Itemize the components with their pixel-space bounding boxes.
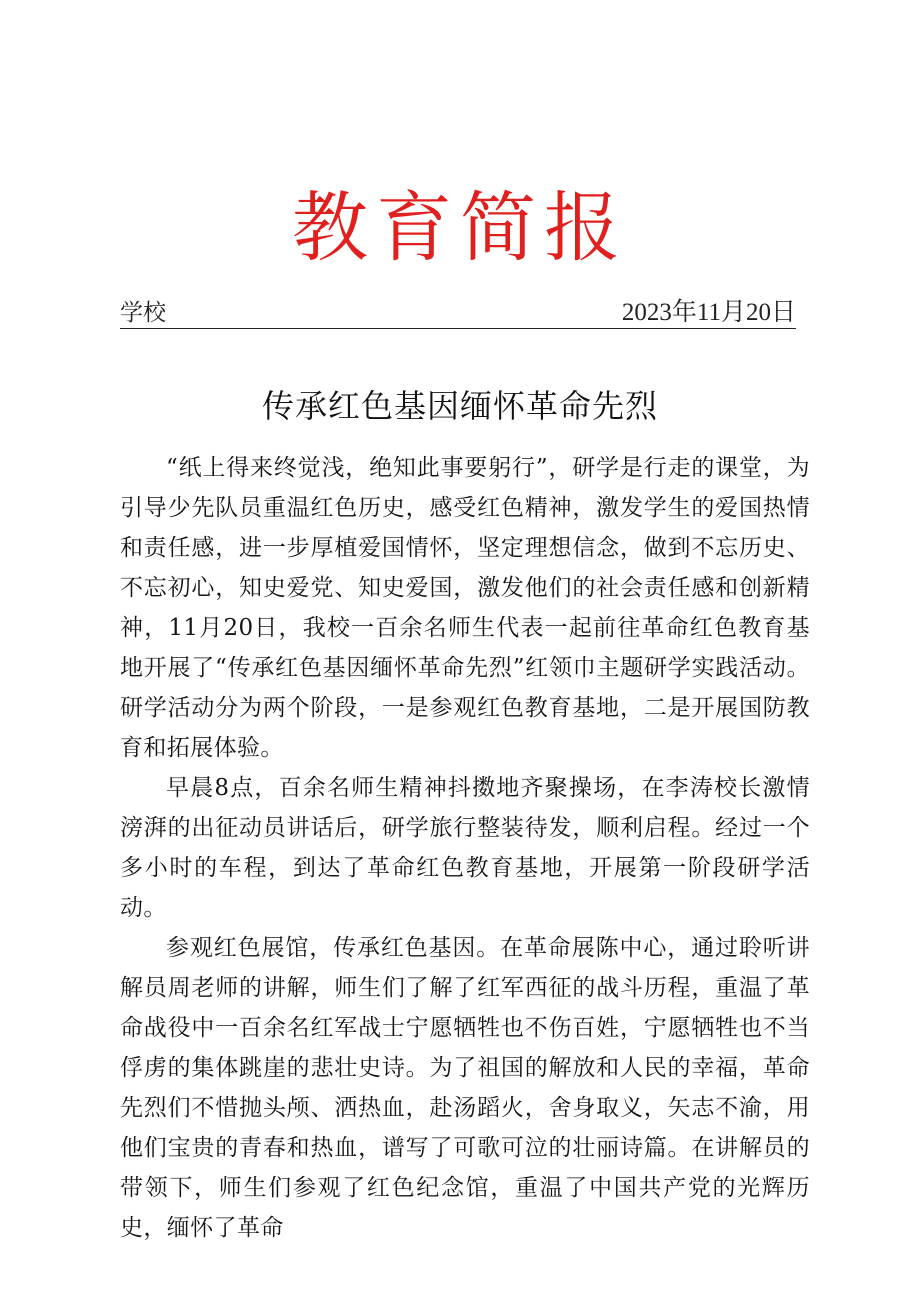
masthead-title: 教育简报 [292,183,628,272]
paragraph-departure: 早晨8点，百余名师生精神抖擞地齐聚操场，在李涛校长激情滂湃的出征动员讲话后，研学旅行整装待发，顺利启程。经过一个多小时的车程，到达了革命红色教育基地，开展第一阶段研学活动。 [120,775,810,921]
meta-row [120,298,796,329]
paragraph-intro: “纸上得来终觉浅，绝知此事要躬行”，研学是行走的课堂，为引导少先队员重温红色历史，感受红色精神，激发学生的爱国热情和责任感，进一步厚植爱国情怀，坚定理想信念，做到不忘历史、不忘初心，知史爱党、知史爱国，激发他们的社会责任感和创新精神，11月20日，我校一百余名师生代表一起前往革命红色教育基地开展了“传承红色基因缅怀革命先烈”红领巾主题研学实践活动。研学活动分为两个阶段，一是参观红色教育基地，二是开展国防教育和拓展体验。 [120,455,810,761]
school-label: 学校 [120,300,166,326]
paragraph-exhibition: 参观红色展馆，传承红色基因。在革命展陈中心，通过聆听讲解员周老师的讲解，师生们了解了红军西征的战斗历程，重温了革命战役中一百余名红军战士宁愿牺牲也不伤百姓，宁愿牺牲也不当俘虏的集体跳崖的悲壮史诗。为了祖国的解放和人民的幸福，革命先烈们不惜抛头颅、洒热血，赴汤蹈火，舍身取义，矢志不渝，用他们宝贵的青春和热血，谱写了可歌可泣的壮丽诗篇。在讲解员的带领下，师生们参观了红色纪念馆，重温了中国共产党的光辉历史，缅怀了革命 [120,935,810,1241]
article-body [120,448,810,1248]
issue-date: 2023年11月20日 [621,299,796,326]
article-title: 传承红色基因缅怀革命先烈 [261,387,658,425]
